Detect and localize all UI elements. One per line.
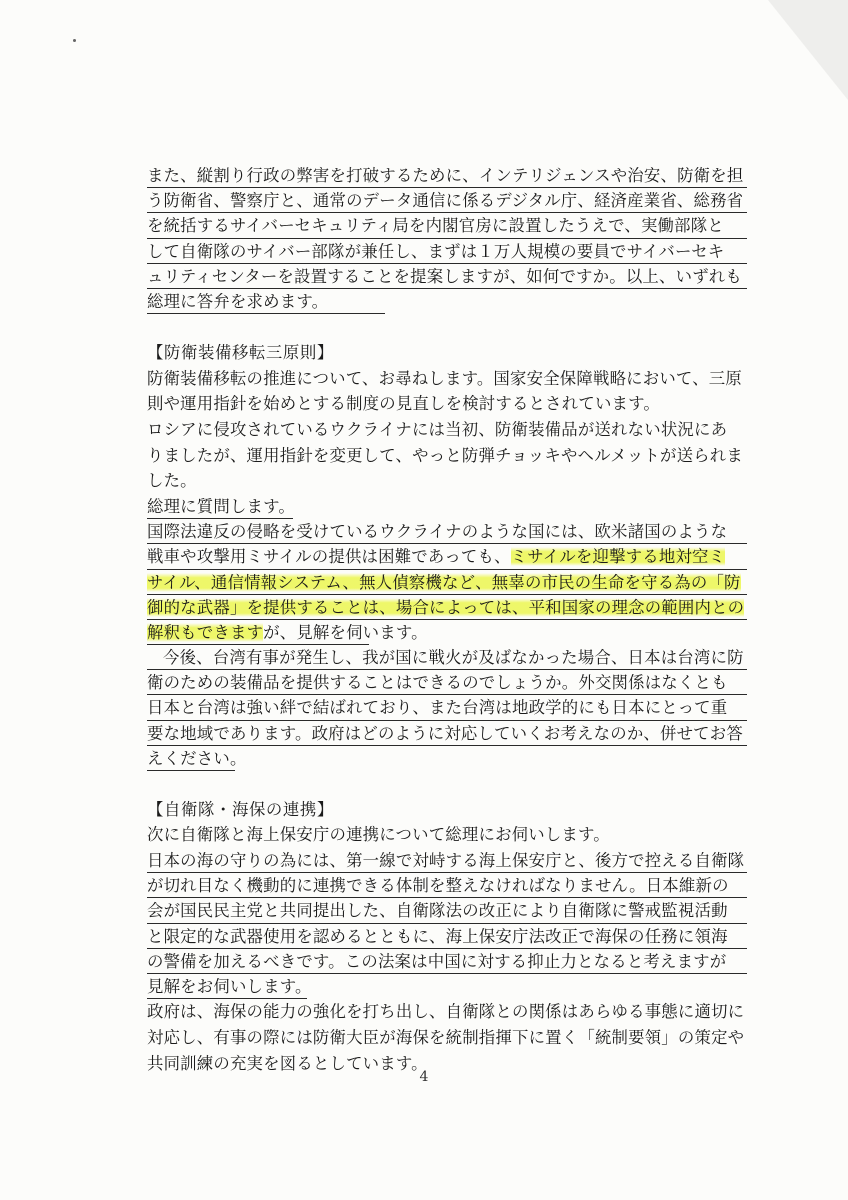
highlighted-text: 御的な武器」を提供することは、場合によっては、平和国家の理念の範囲内との	[147, 597, 745, 617]
text-line	[147, 570, 747, 595]
section-heading: 【自衛隊・海保の連携】	[147, 799, 334, 819]
text-line: が切れ目なく機動的に連携できる体制を整えなければなりません。日本維新の	[147, 873, 747, 898]
text-line: と限定的な武器使用を認めるとともに、海上保安庁法改正で海保の任務に領海	[147, 924, 747, 949]
text-segment: が、見解を伺います。	[263, 622, 428, 642]
text-line: 政府は、海保の能力の強化を打ち出し、自衛隊との関係はあらゆる事態に適切に	[147, 1002, 745, 1022]
text-line	[147, 544, 747, 569]
text-line: 今後、台湾有事が発生し、我が国に戦火が及ばなかった場合、日本は台湾に防	[147, 645, 747, 670]
text-line: りましたが、運用指針を変更して、やっと防弾チョッキやヘルメットが送られま	[147, 445, 743, 465]
highlighted-text: 解釈もできます	[147, 622, 264, 642]
text-line: して自衛隊のサイバー部隊が兼任し、まずは１万人規模の要員でサイバーセキ	[147, 239, 747, 264]
text-line	[147, 620, 428, 645]
text-line: 見解をお伺いします。	[147, 974, 307, 999]
text-line: 対応し、有事の際には防衛大臣が海保を統制指揮下に置く「統制要領」の策定や	[147, 1027, 745, 1047]
page-number: 4	[419, 1069, 429, 1085]
text-line: した。	[147, 471, 197, 491]
text-line: を統括するサイバーセキュリティ局を内閣官房に設置したうえで、実働部隊と	[147, 213, 747, 238]
text-line: の警備を加えるべきです。この法案は中国に対する抑止力となると考えますが	[147, 949, 747, 974]
section-heading: 【防衛装備移転三原則】	[147, 342, 334, 362]
text-line: ロシアに侵攻されているウクライナには当初、防衛装備品が送れない状況にあ	[147, 419, 728, 439]
text-line: 総理に質問します。	[147, 494, 293, 519]
text-line: 日本と台湾は強い絆で結ばれており、また台湾は地政学的にも日本にとって重	[147, 695, 747, 720]
text-line: また、縦割り行政の弊害を打破するために、インテリジェンスや治安、防衛を担	[147, 163, 747, 188]
text-line: 則や運用指針を始めとする制度の見直しを検討するとされています。	[147, 394, 660, 414]
text-line: う防衛省、警察庁と、通常のデータ通信に係るデジタル庁、経済産業省、総務省	[147, 188, 747, 213]
text-line: 国際法違反の侵略を受けているウクライナのような国には、欧米諸国のような	[147, 519, 747, 544]
document-body	[147, 163, 747, 1076]
text-segment: 戦車や攻撃用ミサイルの提供は困難であっても、	[147, 547, 511, 567]
page-fold-corner	[758, 0, 848, 110]
scan-speck	[73, 39, 76, 42]
text-line: 次に自衛隊と海上保安庁の連携について総理にお伺いします。	[147, 825, 610, 845]
text-line: 総理に答弁を求めます。	[147, 289, 385, 314]
text-line	[147, 595, 747, 620]
text-line: 日本の海の守りの為には、第一線で対峙する海上保安庁と、後方で控える自衛隊	[147, 848, 747, 873]
text-line: 共同訓練の充実を図るとしています。	[147, 1053, 428, 1073]
section-sdf-coastguard	[147, 797, 747, 1077]
text-line: 会が国民民主党と共同提出した、自衛隊法の改正により自衛隊に警戒監視活動	[147, 898, 747, 923]
highlighted-text: サイル、通信情報システム、無人偵察機など、無辜の市民の生命を守る為の「防	[147, 572, 741, 592]
text-line: ュリティセンターを設置することを提案しますが、如何ですか。以上、いずれも	[147, 264, 747, 289]
text-line: 衛のための装備品を提供することはできるのでしょうか。外交関係はなくとも	[147, 670, 747, 695]
text-line: えください。	[147, 746, 235, 771]
text-line: 防衛装備移転の推進について、お尋ねします。国家安全保障戦略において、三原	[147, 368, 742, 388]
text-line: 要な地域であります。政府はどのように対応していくお考えなのか、併せてお答	[147, 721, 747, 746]
paragraph-cyber	[147, 163, 747, 314]
highlighted-text: ミサイルを迎撃する地対空ミ	[510, 547, 726, 567]
section-equipment-transfer	[147, 340, 747, 771]
